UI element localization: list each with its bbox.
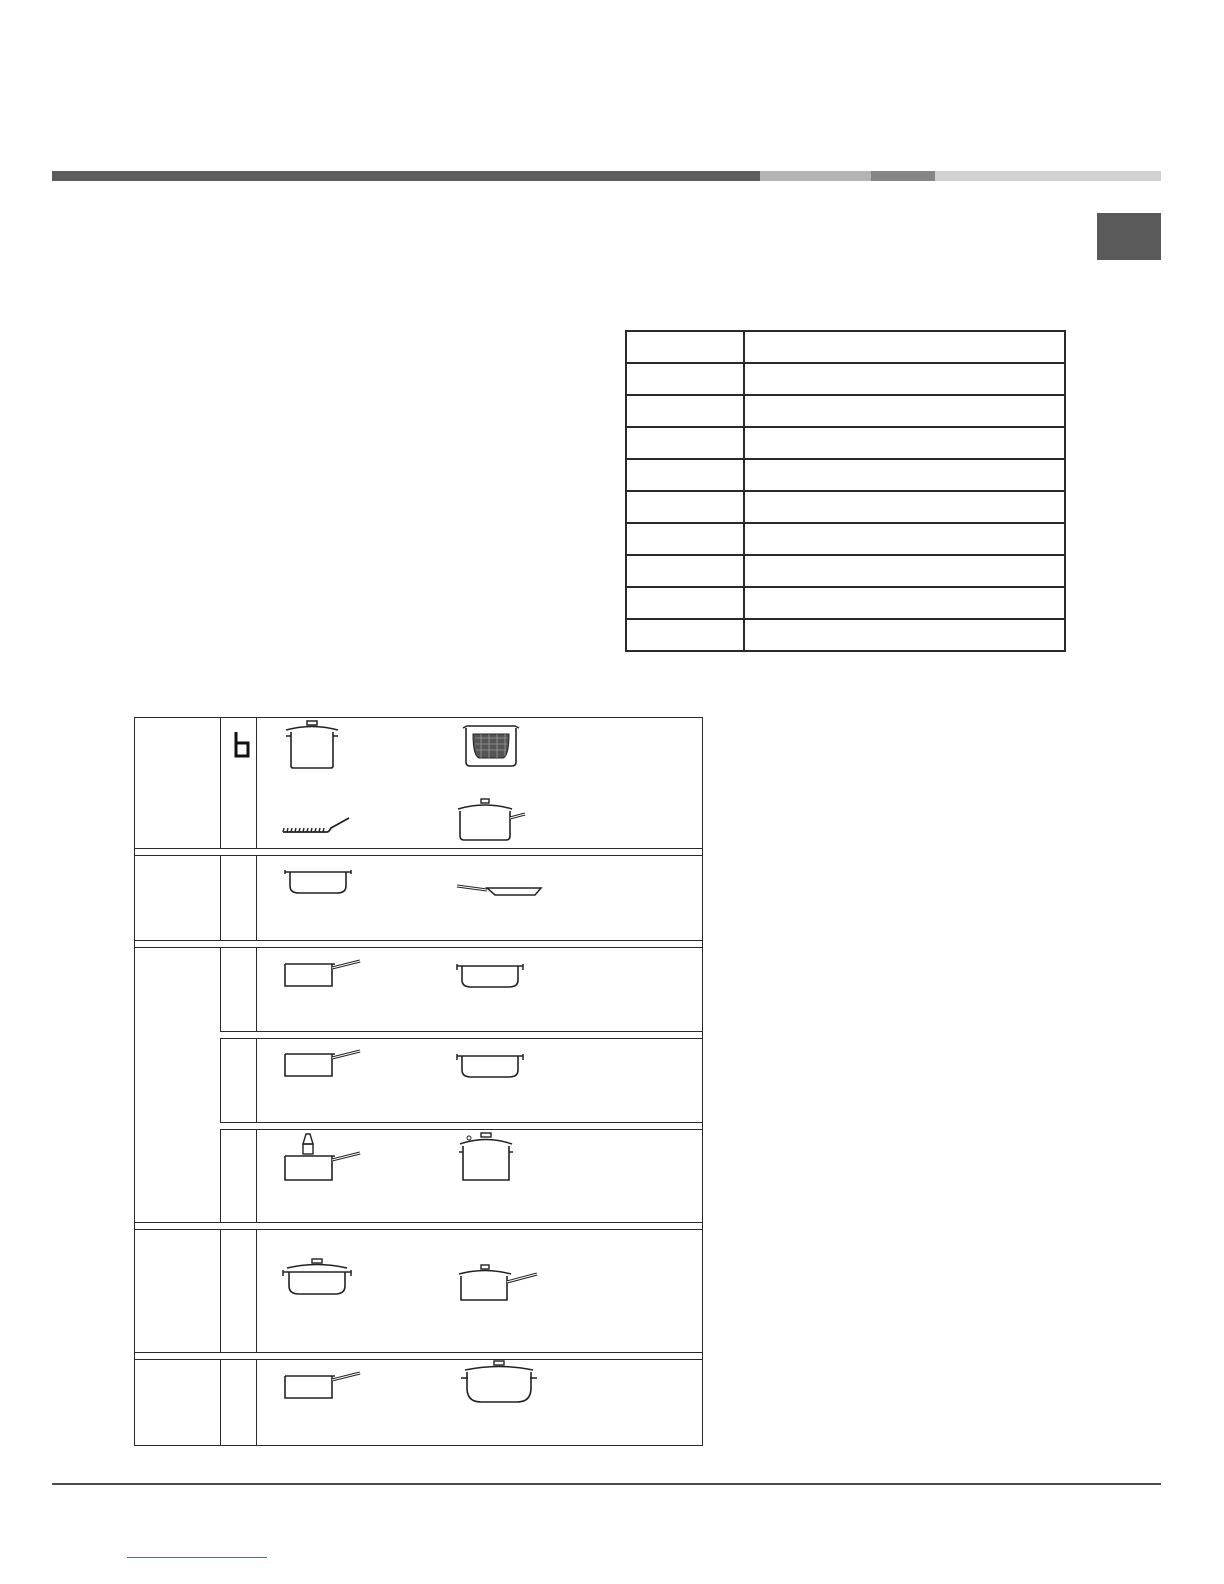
power-table-row — [626, 395, 1065, 427]
language-tab-box — [1097, 213, 1161, 260]
power-use-cell — [744, 587, 1065, 619]
power-level-cell — [626, 395, 744, 427]
power-use-cell — [744, 459, 1065, 491]
footer-rule — [52, 1483, 1161, 1485]
power-level-cell — [626, 459, 744, 491]
power-table-row — [626, 427, 1065, 459]
power-table-row — [626, 523, 1065, 555]
power-level-cell — [626, 619, 744, 651]
pressure-cooker-icon — [283, 1132, 363, 1184]
saucepan-icon — [283, 1370, 363, 1402]
row-separator-3 — [220, 1031, 702, 1039]
lidded-saucepan-icon — [455, 798, 527, 844]
frying-pan-icon — [455, 882, 545, 898]
power-use-cell — [744, 523, 1065, 555]
display-b-icon — [233, 730, 251, 758]
power-use-cell — [744, 395, 1065, 427]
power-level-cell — [626, 587, 744, 619]
header-bar-segment-1 — [52, 171, 760, 181]
lidded-casserole-icon — [281, 1258, 353, 1298]
cookware-table — [134, 717, 703, 1446]
power-level-cell — [626, 523, 744, 555]
column-divider-2 — [256, 718, 257, 1445]
row-separator-5 — [135, 1222, 702, 1230]
row-separator-1 — [135, 848, 702, 856]
column-divider-1 — [220, 718, 221, 1445]
saucepan-icon — [283, 1048, 363, 1080]
header-bar-segment-3 — [871, 171, 935, 181]
power-use-cell — [744, 555, 1065, 587]
power-level-cell — [626, 427, 744, 459]
power-table-row — [626, 459, 1065, 491]
power-table-row — [626, 555, 1065, 587]
power-use-cell — [744, 619, 1065, 651]
casserole-icon — [283, 864, 353, 896]
row-separator-4 — [220, 1122, 702, 1130]
grill-pan-icon — [281, 814, 353, 836]
power-level-table — [625, 330, 1066, 652]
header-bar-segment-4 — [935, 171, 1161, 181]
power-table-row — [626, 363, 1065, 395]
lidded-saucepan-icon — [457, 1264, 541, 1304]
row-separator-6 — [135, 1352, 702, 1360]
power-table-row — [626, 331, 1065, 363]
stockpot-icon — [283, 720, 341, 770]
lidded-casserole-icon — [459, 1360, 539, 1406]
power-level-cell — [626, 555, 744, 587]
lidded-stockpot-icon — [457, 1132, 517, 1184]
power-use-cell — [744, 331, 1065, 363]
power-use-cell — [744, 363, 1065, 395]
row-separator-2 — [135, 940, 702, 948]
casserole-icon — [455, 958, 525, 990]
power-table-row — [626, 491, 1065, 523]
footer-link-underline[interactable] — [127, 1557, 267, 1558]
power-level-cell — [626, 331, 744, 363]
fry-basket-icon — [461, 724, 521, 770]
power-table-row — [626, 619, 1065, 651]
saucepan-icon — [283, 958, 363, 990]
casserole-icon — [455, 1048, 525, 1080]
power-use-cell — [744, 491, 1065, 523]
power-level-cell — [626, 363, 744, 395]
header-bar-segment-2 — [760, 171, 871, 181]
power-use-cell — [744, 427, 1065, 459]
power-table-row — [626, 587, 1065, 619]
power-level-cell — [626, 491, 744, 523]
